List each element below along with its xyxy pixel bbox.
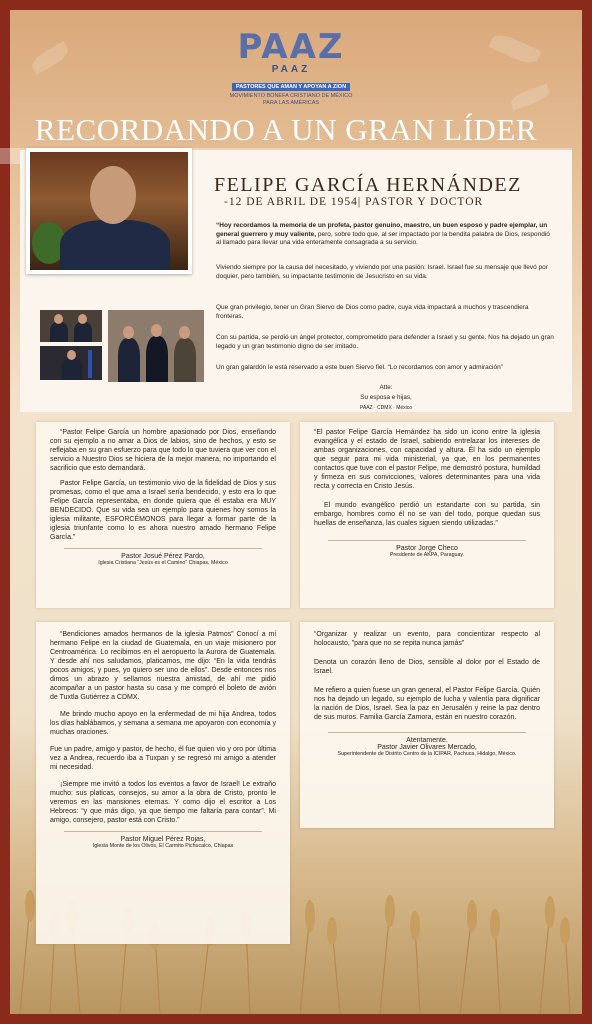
memorial-family: Su esposa e hijas, bbox=[360, 394, 412, 401]
head-shape bbox=[123, 326, 134, 339]
memorial-paragraph-1-rest: pero, sobre todo que, al ser impactado por la bendita palabra de Dios, respondió al llamado para llevar una vida enteramente consagrada a su servicio. bbox=[216, 230, 550, 247]
memorial-paragraph-4: Con su partida, se perdió un ángel protector, comprometido para defender a Israel y su gente. Nos ha dejado un gran legado y un gran testimonio digno de ser imitado. bbox=[216, 334, 554, 350]
logo-sub-2: PARA LAS AMÉRICAS bbox=[262, 100, 320, 106]
card-signer-sub: Presidente de AKPA, Paraguay. bbox=[389, 552, 465, 558]
event-photo-1 bbox=[40, 310, 102, 342]
logo-tagline: PASTORES QUE AMAN Y APOYAN A ZION bbox=[232, 83, 350, 91]
memorial-paragraph-1 bbox=[216, 222, 556, 248]
portrait-image bbox=[30, 152, 188, 270]
card-paragraph: Me brindo mucho apoyo en la enfermedad de mi hija Andrea, todos los días hablábamos, y semana a semana me apoyaron con economía y muchas oraciones. bbox=[50, 711, 276, 736]
divider bbox=[64, 831, 262, 832]
figure-shape bbox=[146, 336, 168, 382]
memorial-att: Atte: bbox=[379, 384, 393, 391]
figure-shape bbox=[174, 338, 196, 382]
event-photo-2 bbox=[40, 346, 102, 380]
person-subtitle: -12 DE ABRIL DE 1954| PASTOR Y DOCTOR bbox=[224, 196, 484, 208]
card-paragraph: Denota un corazón lleno de Dios, sensible al dolor por el Estado de Israel. bbox=[314, 659, 540, 675]
head-shape bbox=[179, 326, 190, 339]
head-shape bbox=[67, 350, 76, 360]
event-photo-3 bbox=[108, 310, 204, 382]
logo-name: PAAZ bbox=[271, 64, 311, 75]
testimonial-card bbox=[36, 422, 290, 608]
main-title: RECORDANDO A UN GRAN LÍDER bbox=[34, 112, 538, 147]
testimonial-card bbox=[300, 622, 554, 828]
card-paragraph: “Pastor Felipe García un hombre apasionado por Dios, enseñando con su ejemplo a no amar a Dios de labios, sino de hechos, y esto se reflejaba en su gran esfuerzo para que todo lo que tuviera que ver con el servicio a Nuestro Dios se hiciera de la mejor manera, no importando el sacrificio que esto demandará. bbox=[50, 429, 276, 472]
card-signer: Pastor Josué Pérez Pardo, bbox=[121, 553, 205, 560]
card-paragraph: Me refiero a quien fuese un gran general, el Pastor Felipe García. Quién nos ha dejado un legado, su ejemplo de lucha y valentía para dignificar la nación de Dios, Israel. Sea la paz en Jerusalén y reine la paz dentro de sus muros. Familia García Zamora, están en nuestro corazón. bbox=[314, 687, 540, 721]
card-paragraph: Pastor Felipe García, un testimonio vivo de la fidelidad de Dios y sus promesas, como el que ama a Israel sería bendecido, y esto era lo que Felipe García representaba, en donde quiera que él estaba era MUY BENDECIDO. Que su vida sea un ejemplo para quienes hoy somos la iglesia militante, ESFORCÉMONOS para llegar a formar parte de la iglesia triunfante como lo es ahora nuestro amado hermano Felipe García.” bbox=[50, 480, 276, 541]
memorial-paragraph-2: Viviendo siempre por la causa del necesitado, y viviendo por una pasión: Israel. Israel fue su mensaje que llevó por doquier, pero también, su impactante testimonio de Jesucristo en su vida. bbox=[216, 264, 548, 280]
logo-sub-1: MOVIMIENTO BONEFA CRISTIANO DE MÉXICO bbox=[229, 93, 353, 99]
logo-mark: PAAZ bbox=[237, 27, 345, 67]
card-signer: Pastor Jorge Checo bbox=[396, 545, 458, 552]
leaf-decoration bbox=[29, 41, 72, 75]
memorial-place: PAAZ · CDMX · México bbox=[359, 405, 413, 411]
card-paragraph: “El pastor Felipe García Hernández ha sido un icono entre la iglesia evangélica y el estado de Israel, sabiendo entrelazar los intereses de ambas organizaciones, con capacidad y altura. Él ha sido un ejemplo que seguir para mi vida ministerial, ya que, en los permanentes contactos que tuve con el pastor Felipe, me demostró postura, humildad y firmeza en sus convicciones, valores determinantes para una vida recta y correcta en Cristo Jesús. bbox=[314, 429, 540, 490]
head-shape bbox=[78, 314, 87, 324]
memorial-paragraph-1-bold: “Hoy recordamos la memoria de un profeta, pastor genuino, maestro, un buen esposo y padre ejemplar, un general guerrero y muy valiente, bbox=[216, 222, 548, 238]
figure-shape bbox=[50, 322, 68, 342]
face-shape bbox=[90, 166, 136, 224]
flag-shape bbox=[88, 350, 92, 378]
figure-shape bbox=[118, 338, 140, 382]
card-closing: Atentamente. bbox=[406, 737, 448, 744]
leaf-decoration bbox=[509, 84, 551, 111]
card-paragraph: “Organizar y realizar un evento, para concientizar respecto al holocausto, ”para que no se repita nunca jamás” bbox=[314, 631, 540, 647]
memorial-paragraph-3: Que gran privilegio, tener un Gran Siervo de Dios como padre, cuya vida impactará a muchos y trascendiera fronteras. bbox=[216, 304, 529, 320]
card-signer-sub: Iglesia Monte de los Olivos, El Carmito Pichucalco, Chiapas bbox=[92, 843, 234, 849]
head-shape bbox=[151, 324, 162, 337]
card-signer: Pastor Javier Olivares Mercado, bbox=[377, 744, 477, 751]
divider bbox=[328, 732, 526, 733]
card-signer-sub: Superintendente de Distrito Centro de la ICIPAR, Pachuca, Hidalgo, México. bbox=[337, 751, 517, 757]
testimonial-card bbox=[300, 422, 554, 608]
divider bbox=[328, 540, 526, 541]
card-paragraph: Fue un padre, amigo y pastor, de hecho, él fue quien vio y oro por última vez a Andrea, recuerdo iba a Tuxpan y se regresó mi amigo a atender mi necesidad. bbox=[50, 746, 276, 771]
suit-shape bbox=[60, 220, 170, 270]
card-paragraph: El mundo evangélico perdió un estandarte con su partida, sin embargo, hombres como él no se van del todo, porque quedan sus huellas de enseñanza, las cuales siguen siendo utilizadas.” bbox=[314, 502, 540, 527]
figure-shape bbox=[74, 322, 92, 342]
portrait-photo bbox=[26, 148, 192, 274]
memorial-paragraph-5: Un gran galardón le está reservado a este buen Siervo fiel. “Lo recordamos con amor y admiración” bbox=[216, 364, 503, 371]
paaz-logo bbox=[226, 27, 356, 107]
card-signer: Pastor Miguel Pérez Rojas, bbox=[120, 836, 206, 843]
card-paragraph: “Bendiciones amados hermanos de la iglesia Patmos” Conocí a mi hermano Felipe en la ciudad de Guatemala, en un viaje misionero por Centroamérica. Lo recibimos en el aeropuerto la Aurora de Guatemala. Y desde ahí nos saludamos, platicamos, me dijo: “En la vida tendrás pocos amigos, y pues, yo quiero ser uno de ellos”. Desde entonces nos dimos un abrazo y sellamos nuestra amistad, de ahí me pidió acompañar a un pastor hasta su casa y me compró el boleto de avión de Tuxtla Gutiérrez a CDMX. bbox=[50, 631, 276, 701]
divider bbox=[64, 548, 262, 549]
leaf-decoration bbox=[489, 30, 542, 67]
person-name: FELIPE GARCÍA HERNÁNDEZ bbox=[214, 174, 522, 196]
testimonial-card bbox=[36, 622, 290, 944]
card-paragraph: ¡Siempre me invitó a todos los eventos a favor de Israel! Le extraño mucho: sus platicas, consejos, su amor a la obra de Cristo, pronto le veremos en las mansiones eternas. Y como dijo el escritor a Los Hebreos: “y que más digo, ya que tiempo me faltaría para contar”. Mi amigo, consejero, pastor está con Cristo.” bbox=[50, 781, 276, 824]
card-signer-sub: Iglesia Cristiana “Jesús es el Camino” Chiapas, México bbox=[98, 560, 228, 566]
head-shape bbox=[54, 314, 63, 324]
figure-shape bbox=[62, 358, 82, 380]
